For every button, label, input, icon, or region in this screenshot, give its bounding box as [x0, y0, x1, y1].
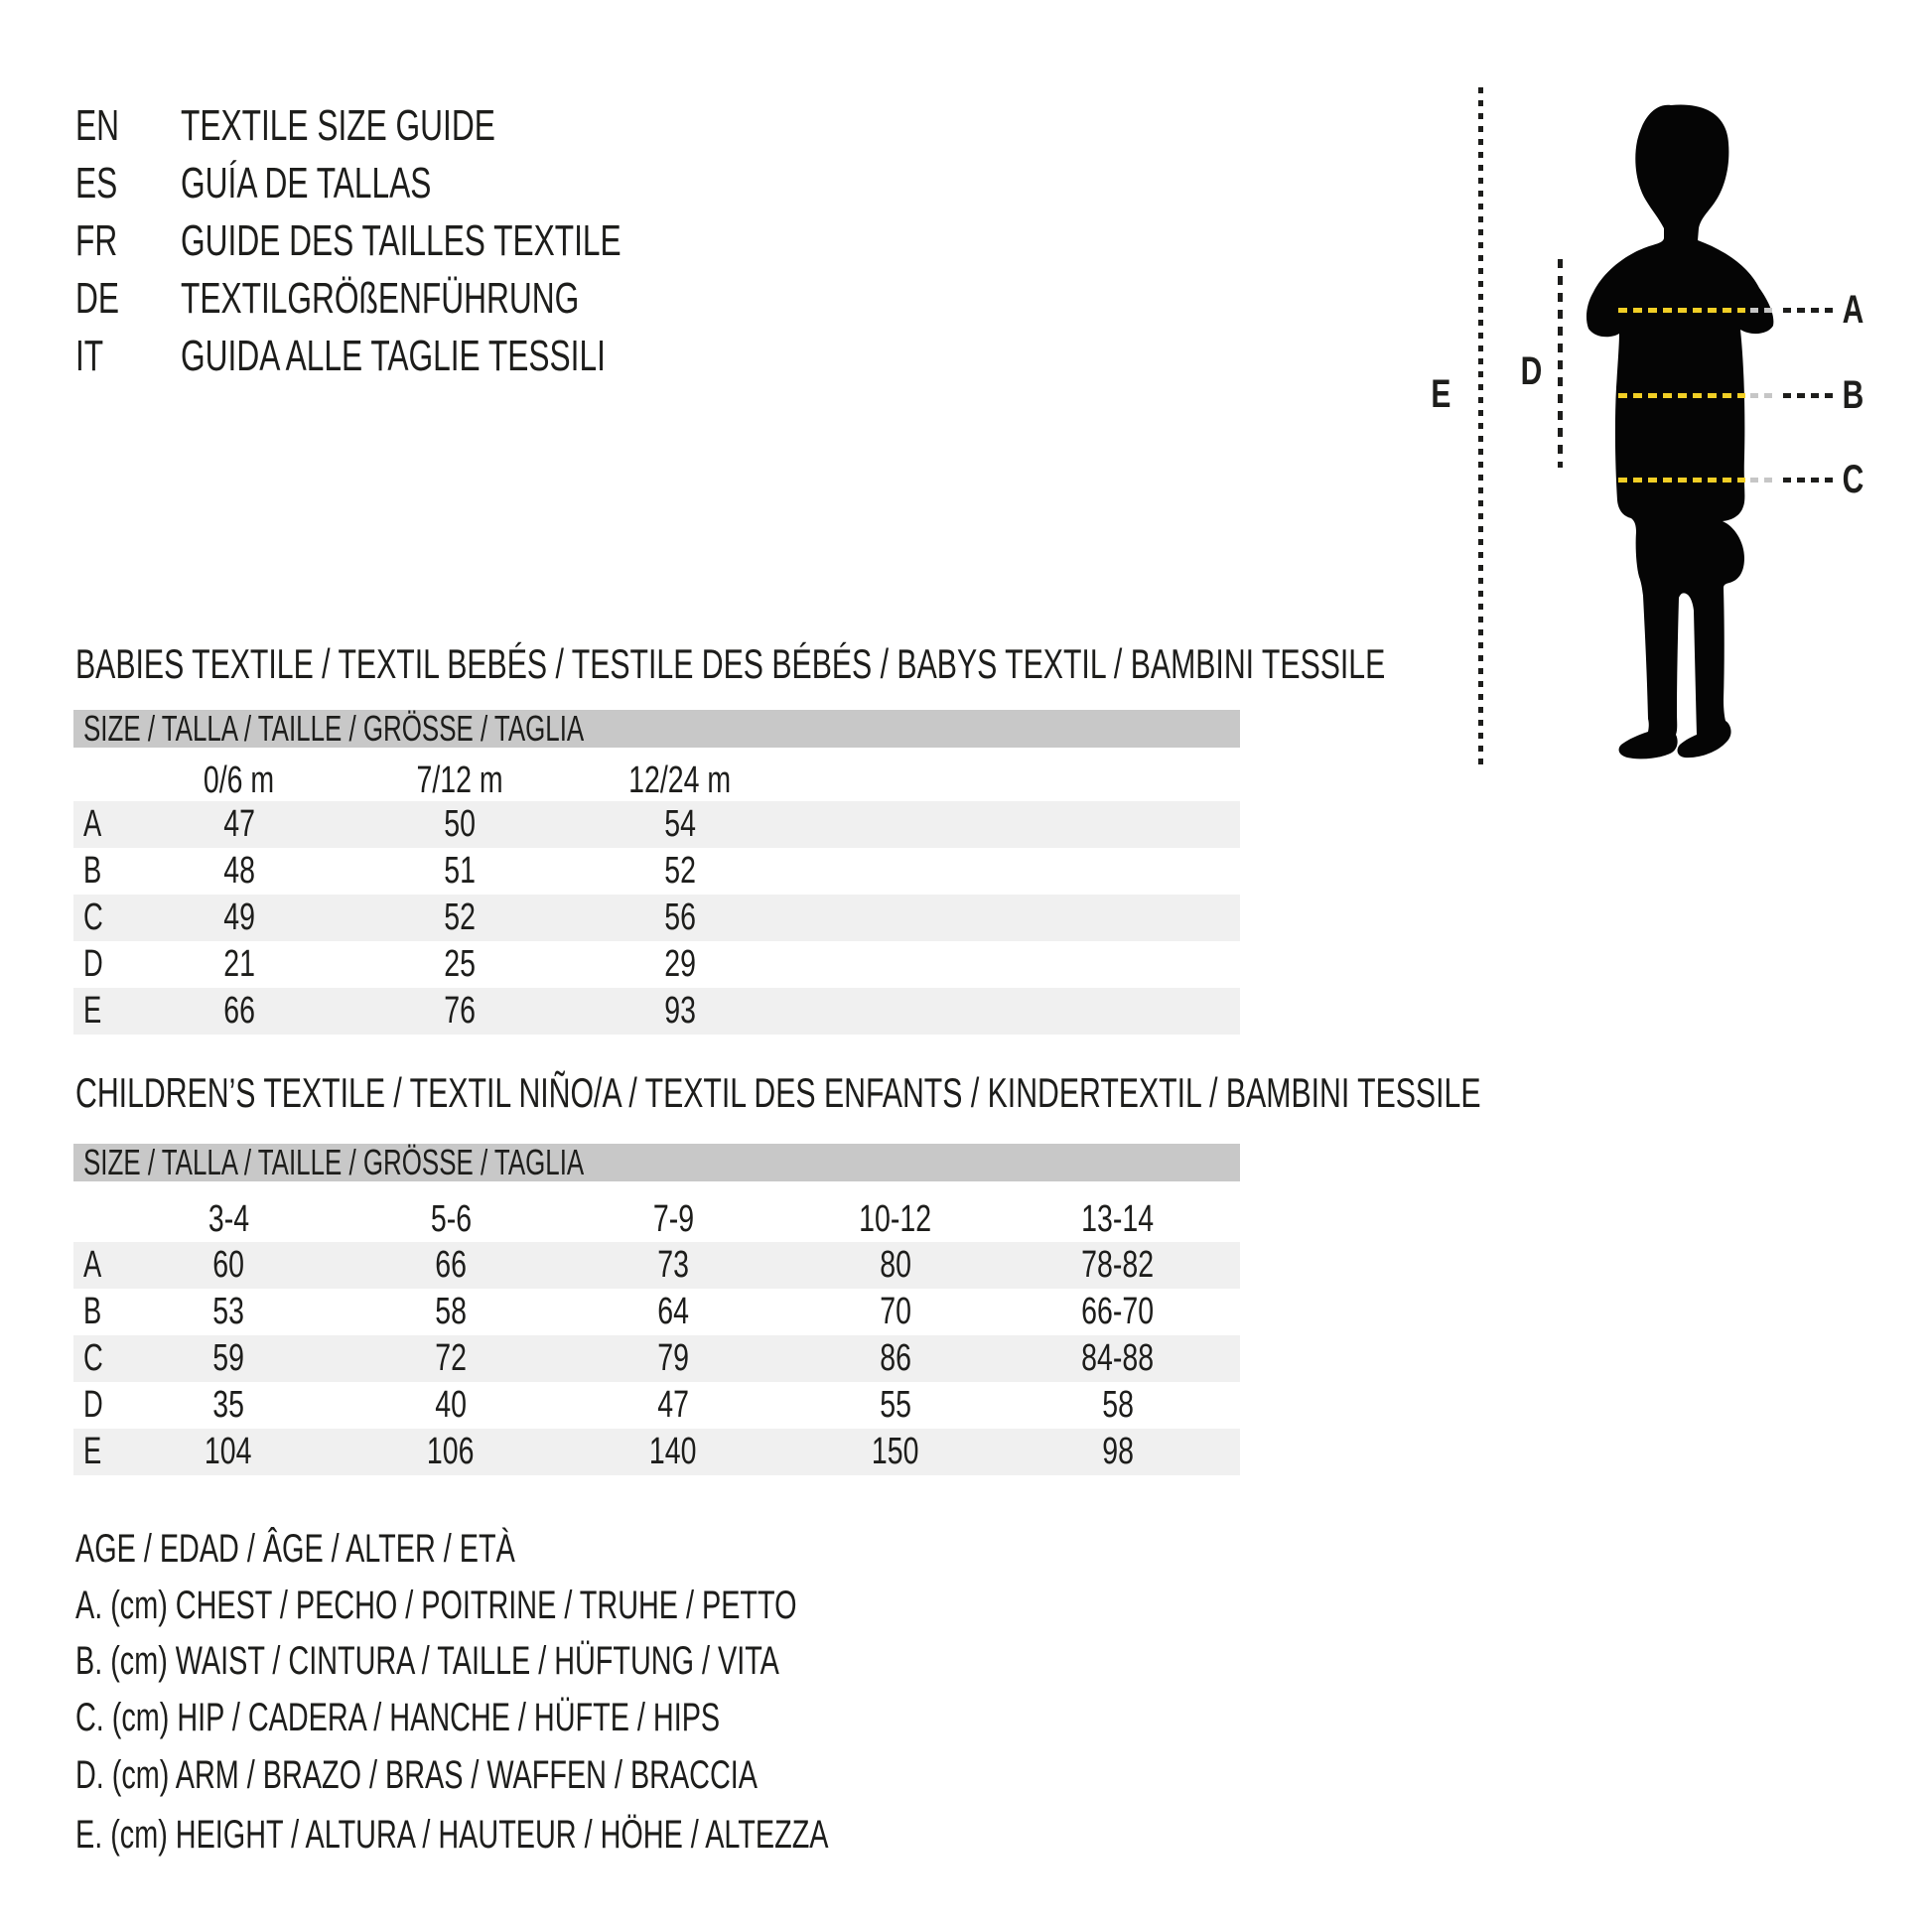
- figure-label-c: C: [1842, 458, 1864, 501]
- legend-age-line: AGE / EDAD / ÂGE / ALTER / ETÀ: [75, 1527, 515, 1571]
- language-row-es: [75, 159, 529, 208]
- children-size-header-bar: SIZE / TALLA / TAILLE / GRÖSSE / TAGLIA: [73, 1144, 1240, 1181]
- guide-title-it: GUIDA ALLE TAGLIE TESSILI: [181, 332, 607, 380]
- babies-row-b: B 48 51 52: [83, 850, 696, 892]
- figure-label-b: B: [1842, 373, 1864, 417]
- children-col-4: 13-14: [1081, 1197, 1155, 1240]
- guide-title-fr: GUIDE DES TAILLES TEXTILE: [181, 216, 621, 265]
- chest-measure-line: [1618, 308, 1835, 313]
- language-row-en: [75, 101, 618, 151]
- waist-dash-yellow: [1618, 393, 1745, 398]
- children-row-c: C 59 72 79 86 84-88: [73, 1335, 1240, 1382]
- language-code: IT: [75, 332, 104, 380]
- legend-waist-line: B. (cm) WAIST / CINTURA / TAILLE / HÜFTUNG / VITA: [75, 1639, 779, 1683]
- chest-dash-black: [1783, 308, 1835, 313]
- children-section-heading: CHILDREN’S TEXTILE / TEXTIL NIÑO/A / TEXTIL DES ENFANTS / KINDERTEXTIL / BAMBINI TESSILE: [75, 1069, 1481, 1116]
- language-row-de: [75, 274, 735, 324]
- waist-dash-gray: [1750, 393, 1778, 398]
- babies-col-2: 12/24 m: [628, 759, 732, 801]
- hip-measure-line: [1618, 478, 1835, 483]
- children-col-3: 10-12: [859, 1197, 932, 1240]
- language-code: DE: [75, 274, 120, 323]
- chest-dash-yellow: [1618, 308, 1745, 313]
- children-row-b: B 53 58 64 70 66-70: [83, 1291, 1155, 1332]
- babies-row-a: A 47 50 54: [73, 801, 1240, 848]
- figure-label-a: A: [1842, 288, 1864, 332]
- chest-dash-gray: [1750, 308, 1778, 313]
- children-column-header-row: [73, 1196, 1240, 1242]
- hip-dash-gray: [1750, 478, 1778, 483]
- children-row-d: D 35 40 47 55 58: [83, 1384, 1134, 1426]
- babies-row-e: E 66 76 93: [73, 988, 1240, 1035]
- waist-measure-line: [1618, 393, 1835, 398]
- children-col-2: 7-9: [652, 1197, 694, 1240]
- babies-col-0: 0/6 m: [204, 759, 275, 801]
- arm-measure-dashed-line: [1558, 259, 1563, 468]
- children-row-e: E 104 106 140 150 98: [73, 1429, 1240, 1475]
- figure-label-e: E: [1431, 372, 1451, 416]
- children-col-0: 3-4: [207, 1197, 249, 1240]
- children-col-1: 5-6: [430, 1197, 472, 1240]
- babies-row-d: D 21 25 29: [83, 943, 696, 985]
- babies-row-c: C 49 52 56: [73, 895, 1240, 941]
- babies-column-header-row: [73, 758, 1240, 803]
- language-row-fr: [75, 216, 792, 266]
- babies-section-heading: BABIES TEXTILE / TEXTIL BEBÉS / TESTILE DES BÉBÉS / BABYS TEXTIL / BAMBINI TESSILE: [75, 640, 1386, 687]
- legend-height-line: E. (cm) HEIGHT / ALTURA / HAUTEUR / HÖHE / ALTEZZA: [75, 1813, 829, 1857]
- guide-title-de: TEXTILGRÖßENFÜHRUNG: [181, 274, 580, 323]
- language-row-it: [75, 332, 771, 381]
- babies-col-1: 7/12 m: [416, 759, 503, 801]
- legend-hip-line: C. (cm) HIP / CADERA / HANCHE / HÜFTE / HIPS: [75, 1696, 721, 1739]
- guide-title-es: GUÍA DE TALLAS: [181, 159, 432, 207]
- guide-title-en: TEXTILE SIZE GUIDE: [181, 101, 496, 150]
- hip-dash-yellow: [1618, 478, 1745, 483]
- language-code: FR: [75, 216, 118, 265]
- figure-label-d: D: [1520, 349, 1543, 393]
- babies-size-header-bar: SIZE / TALLA / TAILLE / GRÖSSE / TAGLIA: [73, 710, 1240, 748]
- hip-dash-black: [1783, 478, 1835, 483]
- waist-dash-black: [1783, 393, 1835, 398]
- children-row-a: A 60 66 73 80 78-82: [73, 1242, 1240, 1289]
- language-code: EN: [75, 101, 120, 150]
- legend-chest-line: A. (cm) CHEST / PECHO / POITRINE / TRUHE / PETTO: [75, 1584, 797, 1627]
- legend-arm-line: D. (cm) ARM / BRAZO / BRAS / WAFFEN / BRACCIA: [75, 1753, 758, 1797]
- language-code: ES: [75, 159, 118, 207]
